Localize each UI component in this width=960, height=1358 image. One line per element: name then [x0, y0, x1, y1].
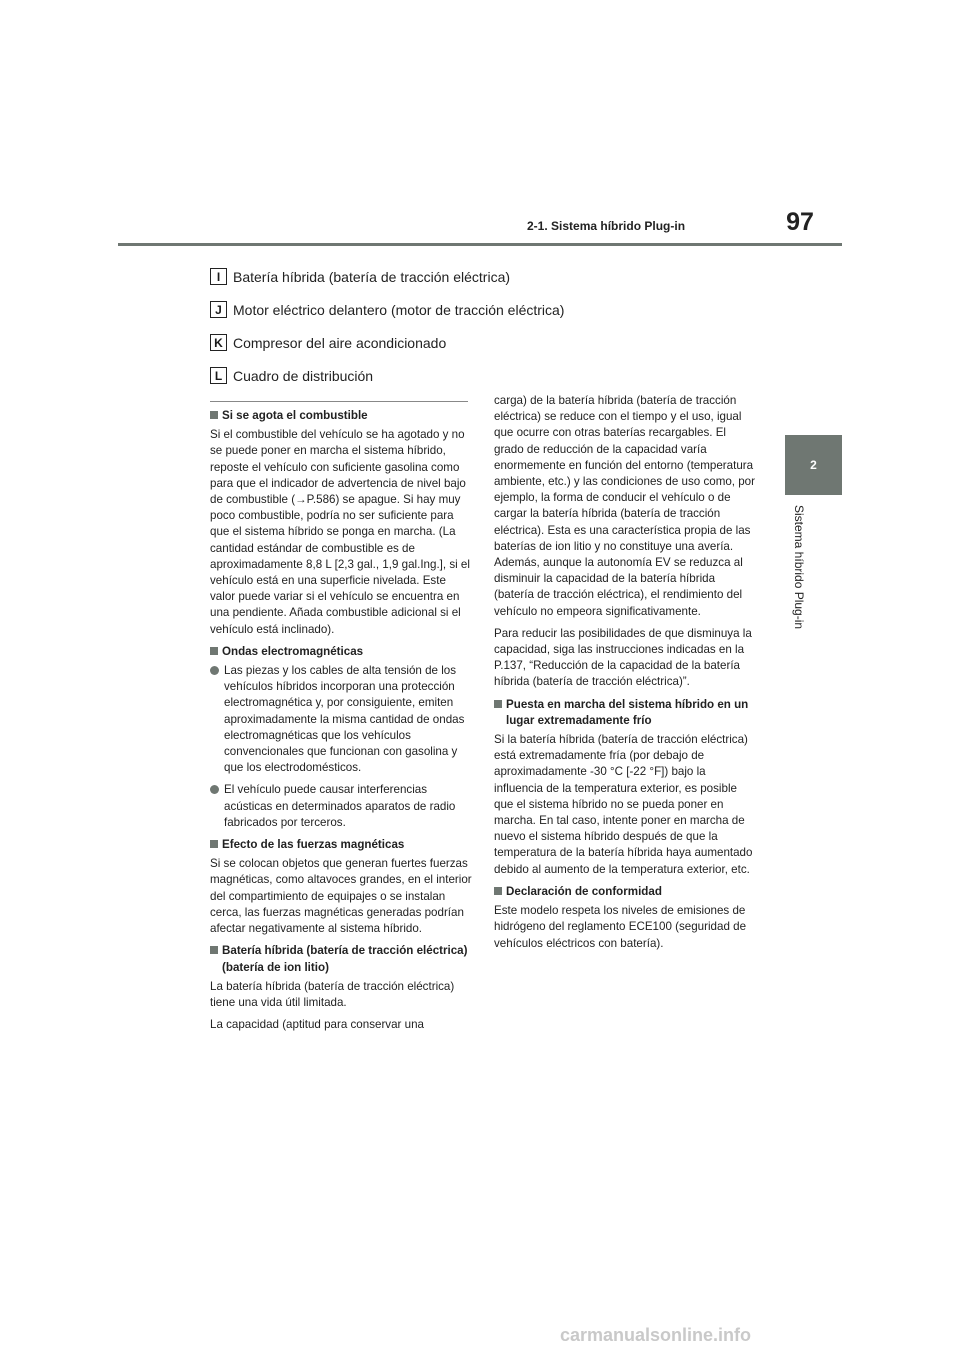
legend-text: Motor eléctrico delantero (motor de tracción eléctrica) [233, 301, 565, 318]
heading-text: Puesta en marcha del sistema híbrido en un lugar extremadamente frío [506, 697, 749, 727]
bullet-text: Las piezas y los cables de alta tensión de los vehículos híbridos incorporan una protección electromagnética y, por consiguiente, emiten aproximadamente la misma cantidad de ondas electromagnéticas que los vehículos convencionales que funcionan con gasolina y que los electrodomésticos. [224, 664, 465, 775]
watermark: carmanualsonline.info [560, 1325, 752, 1345]
section-heading [210, 408, 472, 424]
square-bullet-icon [210, 946, 218, 954]
chapter-tab-label: Sistema híbrido Plug-in [792, 505, 806, 630]
paragraph: Este modelo respeta los niveles de emisiones de hidrógeno del reglamento ECE100 (seguridad de vehículos eléctricos con batería). [494, 904, 747, 950]
section-heading [494, 884, 756, 900]
bullet-item [210, 663, 472, 776]
section-heading [210, 644, 472, 660]
legend-item [210, 359, 564, 392]
heading-text: Si se agota el combustible [222, 409, 368, 422]
legend-text: Cuadro de distribución [233, 367, 374, 384]
bullet-text: El vehículo puede causar interferencias acústicas en determinados aparatos de radio fabricados por terceros. [224, 783, 456, 829]
square-bullet-icon [210, 411, 218, 419]
square-bullet-icon [210, 840, 218, 848]
paragraph: carga) de la batería híbrida (batería de tracción eléctrica) se reduce con el tiempo y el uso, igual que ocurre con otras baterías recargables. El grado de reducción de la capacidad varía enormemente en función del entorno (temperatura ambiente, etc.) y las condiciones de uso como, por ejemplo, la forma de conducir el vehículo o de cargar la batería híbrida (batería de tracción eléctrica). Esta es una característica propia de las baterías de ion litio y no constituye una avería. Además, aunque la autonomía EV se reduzca al disminuir la capacidad de la batería híbrida (batería de tracción eléctrica), el rendimiento del vehículo no empeora significativamente. [494, 394, 755, 618]
bullet-item [210, 782, 472, 831]
page-number: 97 [786, 208, 814, 236]
left-column [210, 408, 472, 1039]
legend-text: Compresor del aire acondicionado [233, 334, 447, 351]
paragraph: Para reducir las posibilidades de que disminuya la capacidad, siga las instrucciones indicadas en la P.137, “Reducción de la capacidad de la batería híbrida (batería de tracción eléctrica)”. [494, 626, 752, 689]
right-column [494, 393, 756, 958]
square-bullet-icon [210, 647, 218, 655]
heading-text: Batería híbrida (batería de tracción eléctrica) (batería de ion litio) [222, 944, 468, 974]
paragraph: Si el combustible del vehículo se ha agotado y no se puede poner en marcha el sistema híbrido, reposte el vehículo con suficiente gasolina como para que el indicador de advertencia de nivel bajo de combustible (→P.586) se apague. Si hay muy poco combustible, podría no ser suficiente para que el sistema híbrido se ponga en marcha. (La cantidad estándar de combustible es de aproximadamente 8,8 L [2,3 gal., 1,9 gal.Ing.], si el vehículo está en una superficie nivelada. Este valor puede variar si el vehículo se encuentra en una pendiente. Añada combustible adicional si el vehículo está inclinado). [210, 428, 470, 636]
legend-item [210, 260, 564, 293]
paragraph: La capacidad (aptitud para conservar una [210, 1018, 424, 1032]
section-heading [210, 943, 472, 975]
column-divider [210, 401, 468, 402]
square-bullet-icon [494, 887, 502, 895]
circle-bullet-icon [210, 785, 219, 794]
legend-item [210, 326, 564, 359]
paragraph: Si se colocan objetos que generan fuertes fuerzas magnéticas, como altavoces grandes, en el interior del compartimiento de equipajes o se instalan cerca, las fuerzas magnéticas generadas podrían afectar negativamente al sistema híbrido. [210, 857, 472, 936]
square-bullet-icon [494, 700, 502, 708]
legend-text: Batería híbrida (batería de tracción eléctrica) [233, 268, 511, 285]
heading-text: Declaración de conformidad [506, 884, 662, 898]
legend-key: K [210, 334, 227, 351]
legend-item [210, 293, 564, 326]
legend-key: I [210, 268, 227, 285]
paragraph: Si la batería híbrida (batería de tracción eléctrica) está extremadamente fría (por debajo de aproximadamente -30 °C [-22 °F]) bajo la influencia de la temperatura exterior, es posible que el sistema híbrido no se pueda poner en marcha. En tal caso, intente poner en marcha de nuevo el sistema híbrido después de que la temperatura de la batería híbrida haya aumentado debido al aumento de la temperatura exterior, etc. [494, 733, 753, 876]
section-heading [210, 837, 472, 853]
heading-text: Efecto de las fuerzas magnéticas [222, 838, 405, 852]
paragraph: La batería híbrida (batería de tracción eléctrica) tiene una vida útil limitada. [210, 979, 455, 1009]
legend-key: L [210, 367, 227, 384]
legend-key: J [210, 301, 227, 318]
legend-list [210, 260, 564, 392]
heading-text: Ondas electromagnéticas [222, 644, 364, 658]
section-heading [494, 697, 756, 729]
header-rule [118, 243, 842, 246]
circle-bullet-icon [210, 666, 219, 675]
section-title: 2-1. Sistema híbrido Plug-in [527, 219, 686, 233]
chapter-tab: 2 [785, 435, 842, 495]
